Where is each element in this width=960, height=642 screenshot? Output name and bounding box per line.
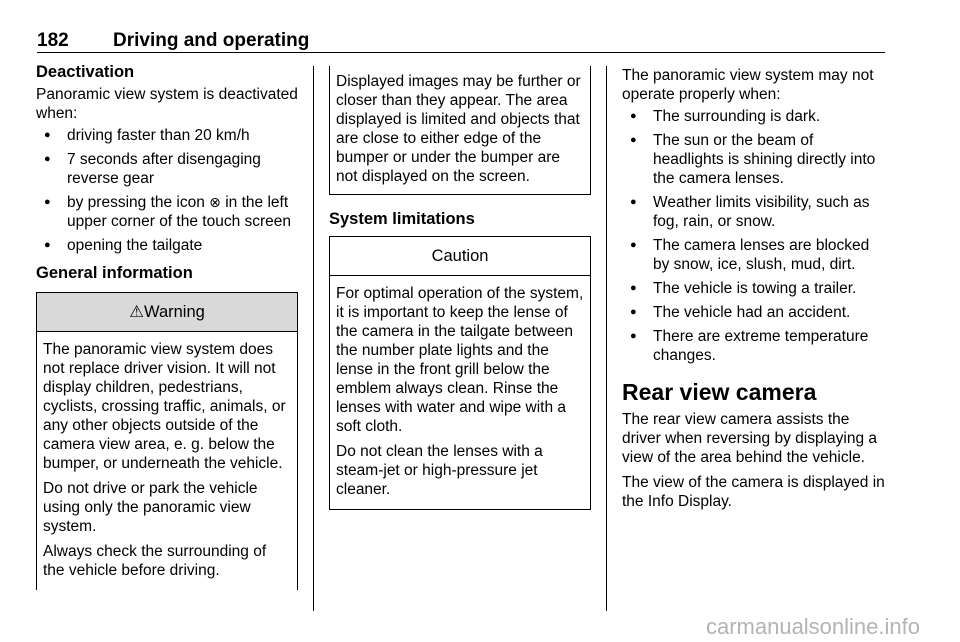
warning-continued-text: Displayed images may be further or closer than they appear. The area displayed is limited and objects that are close to either edge of the bumper or under the bumper are not displayed on the screen. (336, 73, 581, 185)
list-item: ● The vehicle had an accident. (622, 303, 888, 322)
warning-paragraph: Always check the surrounding of the vehicle before driving. (43, 543, 267, 579)
list-item (36, 193, 298, 231)
warning-paragraph: The panoramic view system does not replace driver vision. It will not display children, pedestrians, cyclists, crossing traffic, animals, or any other objects outside of the camera view area, e. g. below the bumper, or underneath the vehicle. (43, 341, 286, 472)
rear-camera-paragraph: The view of the camera is displayed in the Info Display. (622, 474, 885, 510)
caution-header: Caution (330, 237, 590, 276)
list-item-text: in the left upper corner of the touch screen (67, 194, 292, 230)
deactivation-intro: Panoramic view system is deactivated when: (36, 86, 298, 122)
deactivation-heading: Deactivation (36, 63, 135, 81)
warning-label: Warning (143, 303, 205, 321)
list-item: ● There are extreme temperature changes. (622, 327, 888, 365)
limitations-list (622, 107, 888, 365)
warning-body (37, 332, 297, 590)
general-info-heading: General information (36, 264, 193, 282)
caution-body (330, 276, 590, 509)
system-limitations-heading: System limitations (329, 210, 475, 228)
column-2 (329, 62, 591, 510)
page-header (37, 30, 885, 53)
warning-paragraph: Do not drive or park the vehicle using only the panoramic view system. (43, 480, 258, 535)
list-item: ● The surrounding is dark. (622, 107, 888, 126)
close-icon: ⊗ (209, 194, 221, 210)
list-item: ● driving faster than 20 km/h (36, 126, 298, 145)
list-item: ● opening the tailgate (36, 236, 298, 255)
caution-paragraph: For optimal operation of the system, it is important to keep the lense of the camera in the tailgate between the number plate lights and the lense in the front grill below the emblem always clean. Rinse the lenses with water and wipe with a soft cloth. (336, 285, 584, 435)
warning-box (36, 292, 298, 590)
list-item: ● The camera lenses are blocked by snow, ice, slush, mud, dirt. (622, 236, 888, 274)
warning-header (37, 293, 297, 332)
deactivation-list (36, 126, 298, 255)
list-item: ● The vehicle is towing a trailer. (622, 279, 888, 298)
list-item: ● The sun or the beam of headlights is shining directly into the camera lenses. (622, 131, 888, 188)
warning-continued-box (329, 66, 591, 195)
page-number: 182 (37, 30, 69, 51)
column-divider (606, 66, 607, 611)
column-1 (36, 62, 298, 590)
watermark: carmanualsonline.info (705, 614, 920, 639)
rear-camera-paragraph: The rear view camera assists the driver when reversing by displaying a view of the area behind the vehicle. (622, 411, 878, 466)
list-item: ● 7 seconds after disengaging reverse gear (36, 150, 298, 188)
limitations-intro: The panoramic view system may not operate properly when: (622, 67, 874, 103)
caution-box (329, 236, 591, 510)
caution-paragraph: Do not clean the lenses with a steam-jet or high-pressure jet cleaner. (336, 443, 543, 498)
column-3 (622, 66, 888, 517)
list-item-text: by pressing the icon (67, 194, 205, 211)
column-divider (313, 66, 314, 611)
chapter-title: Driving and operating (113, 30, 310, 51)
rear-camera-heading: Rear view camera (622, 379, 817, 405)
warning-triangle-icon: ⚠ (129, 303, 144, 321)
list-item: ● Weather limits visibility, such as fog, rain, or snow. (622, 193, 888, 231)
